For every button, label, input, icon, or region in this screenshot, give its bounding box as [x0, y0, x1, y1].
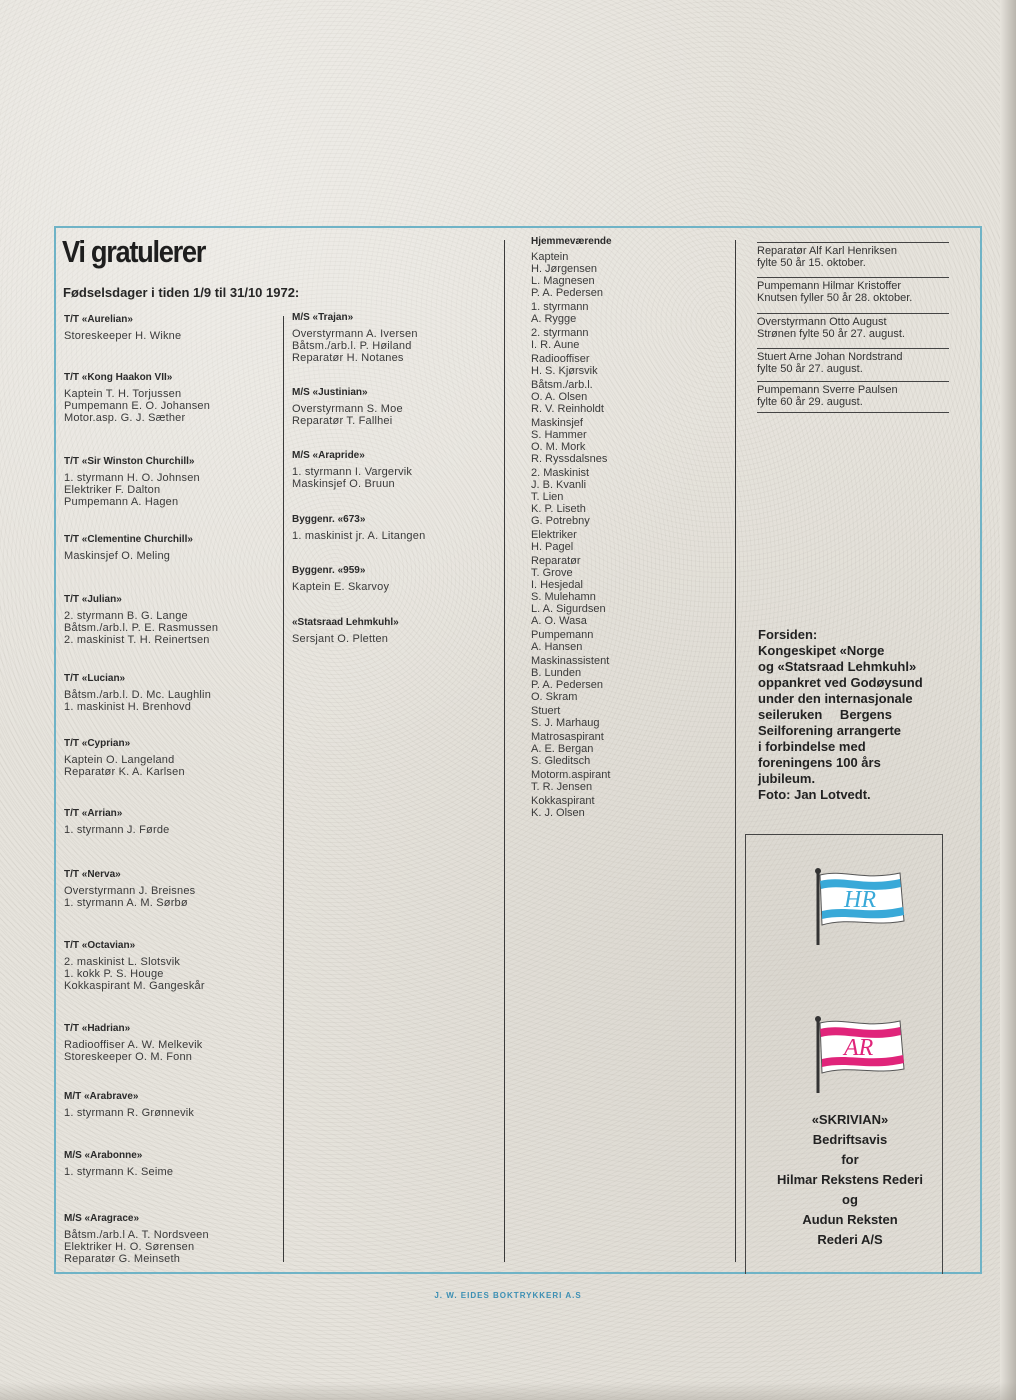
ship-entry [64, 1213, 209, 1265]
anniversary-notice [757, 348, 949, 375]
ship-entry [64, 1091, 194, 1119]
crew-name: A. Hansen [531, 641, 583, 653]
crew-group [531, 529, 612, 553]
crew-line: Kaptein O. Langeland [64, 754, 175, 766]
ship-name: M/T «Arabrave» [64, 1091, 139, 1102]
ship-entry [292, 617, 399, 645]
crew-line: Overstyrmann S. Moe [292, 403, 403, 415]
crew-name: O. Skram [531, 691, 578, 703]
ship-name: T/T «Clementine Churchill» [64, 534, 193, 545]
crew-line: 1. styrmann J. Førde [64, 824, 170, 836]
cover-note-line: oppankret ved Godøysund [758, 675, 923, 690]
crew-line: Kaptein E. Skarvoy [292, 581, 390, 593]
crew-name: S. Hammer [531, 429, 587, 441]
cover-note-line: og «Statsraad Lehmkuhl» [758, 659, 917, 674]
anniversary-bottom-rule [757, 412, 949, 413]
crew-line: 2. maskinist L. Slotsvik [64, 956, 181, 968]
flag-letters: HR [844, 887, 876, 913]
ship-entry [64, 314, 181, 342]
ship-name: Byggenr. «959» [292, 565, 366, 576]
credit-line: Hilmar Rekstens Rederi [777, 1172, 923, 1187]
page-edge [1000, 0, 1016, 1400]
crew-line: 1. styrmann K. Seime [64, 1166, 174, 1178]
publication-credit [765, 1110, 935, 1250]
ship-entry [64, 456, 200, 508]
flag-finial [815, 868, 821, 874]
ship-name: M/S «Aragrace» [64, 1213, 140, 1224]
ship-entry [292, 450, 412, 490]
crew-name: H. S. Kjørsvik [531, 365, 598, 377]
crew-line: Båtsm./arb.l A. T. Nordsveen [64, 1229, 209, 1241]
page-shadow [0, 1382, 1016, 1400]
ship-name: T/T «Hadrian» [64, 1023, 131, 1034]
ship-name: Byggenr. «673» [292, 514, 366, 525]
crew-line: Kokkaspirant M. Gangeskår [64, 980, 205, 992]
home-crew-title: Hjemmeværende [531, 236, 612, 247]
ship-entry [64, 738, 185, 778]
credit-line: «SKRIVIAN» [811, 1112, 889, 1127]
anniversary-notice [757, 381, 949, 408]
ship-name: M/S «Arabonne» [64, 1150, 143, 1161]
crew-group [531, 629, 612, 653]
crew-name: I. R. Aune [531, 339, 580, 351]
crew-line: Reparatør G. Meinseth [64, 1253, 181, 1265]
crew-role: Stuert [531, 705, 561, 717]
ship-name: T/T «Aurelian» [64, 314, 133, 325]
crew-role: 2. Maskinist [531, 467, 590, 479]
crew-name: R. Ryssdalsnes [531, 453, 608, 465]
crew-line: 2. maskinist T. H. Reinertsen [64, 634, 210, 646]
crew-role: 1. styrmann [531, 301, 589, 313]
crew-name: H. Jørgensen [531, 263, 598, 275]
ship-entry [64, 1150, 173, 1178]
crew-name: S. Gleditsch [531, 755, 591, 767]
hr-flag-logo [804, 865, 914, 945]
anniversary-notice [757, 313, 949, 340]
crew-line: Sersjant O. Pletten [292, 633, 389, 645]
crew-name: O. M. Mork [531, 441, 586, 453]
crew-line: Båtsm./arb.l. P. Høiland [292, 340, 412, 352]
crew-name: K. P. Liseth [531, 503, 586, 515]
crew-line: 1. kokk P. S. Houge [64, 968, 164, 980]
crew-line: Radiooffiser A. W. Melkevik [64, 1039, 203, 1051]
ship-entry [64, 1023, 202, 1063]
home-crew-column [531, 236, 612, 821]
ship-name: T/T «Nerva» [64, 869, 121, 880]
crew-line: 1. styrmann I. Vargervik [292, 466, 413, 478]
crew-name: P. A. Pedersen [531, 679, 603, 691]
cover-note-line: foreningens 100 års [758, 755, 881, 770]
crew-name: I. Hesjedal [531, 579, 583, 591]
column-divider-3 [735, 240, 736, 1262]
crew-group [531, 705, 612, 729]
anniversary-line: fylte 60 år 29. august. [757, 396, 863, 408]
crew-group [531, 467, 612, 527]
crew-line: Maskinsjef O. Bruun [292, 478, 395, 490]
crew-line: Elektriker H. O. Sørensen [64, 1241, 195, 1253]
crew-group [531, 555, 612, 627]
crew-role: Elektriker [531, 529, 577, 541]
crew-name: T. Lien [531, 491, 564, 503]
crew-line: Reparatør T. Fallhei [292, 415, 393, 427]
ship-name: T/T «Octavian» [64, 940, 136, 951]
crew-group [531, 769, 612, 793]
crew-line: 1. maskinist jr. A. Litangen [292, 530, 426, 542]
ship-entry [64, 940, 205, 992]
crew-name: A. E. Bergan [531, 743, 594, 755]
crew-line: Båtsm./arb.l. D. Mc. Laughlin [64, 689, 212, 701]
cover-note-line: i forbindelse med [758, 739, 866, 754]
anniversary-line: Knutsen fyller 50 år 28. oktober. [757, 292, 913, 304]
home-crew-list [531, 251, 612, 819]
cover-note-line: Kongeskipet «Norge [758, 643, 885, 658]
crew-group [531, 417, 612, 465]
crew-role: Maskinsjef [531, 417, 583, 429]
ship-entry [292, 565, 389, 593]
credit-line: Bedriftsavis [812, 1132, 888, 1147]
ship-entry [64, 808, 169, 836]
flag-letters: AR [844, 1035, 874, 1061]
crew-name: L. Magnesen [531, 275, 595, 287]
cover-note-line: Seilforening arrangerte [758, 723, 902, 738]
ship-name: M/S «Justinian» [292, 387, 368, 398]
crew-group [531, 731, 612, 767]
crew-role: Maskinassistent [531, 655, 610, 667]
crew-group [531, 301, 612, 325]
crew-name: T. Grove [531, 567, 573, 579]
crew-name: G. Potrebny [531, 515, 590, 527]
ship-entry [292, 312, 418, 364]
ship-entry [64, 534, 193, 562]
credit-line: Rederi A/S [817, 1232, 883, 1247]
crew-name: S. Mulehamn [531, 591, 596, 603]
crew-name: O. A. Olsen [531, 391, 588, 403]
crew-line: Pumpemann A. Hagen [64, 496, 179, 508]
crew-line: Reparatør H. Notanes [292, 352, 404, 364]
page-subtitle: Fødselsdager i tiden 1/9 til 31/10 1972: [63, 285, 300, 300]
crew-line: Pumpemann E. O. Johansen [64, 400, 211, 412]
ship-name: «Statsraad Lehmkuhl» [292, 617, 399, 628]
cover-note-label: Forsiden: [758, 627, 818, 642]
credit-line: for [841, 1152, 859, 1167]
crew-name: R. V. Reinholdt [531, 403, 604, 415]
crew-name: B. Lunden [531, 667, 582, 679]
cover-note-line: jubileum. [758, 771, 816, 786]
crew-name: H. Pagel [531, 541, 574, 553]
anniversary-notice [757, 242, 949, 269]
crew-role: Kokkaspirant [531, 795, 595, 807]
crew-line: Kaptein T. H. Torjussen [64, 388, 182, 400]
crew-group [531, 655, 612, 703]
crew-group [531, 379, 612, 415]
anniversary-line: Overstyrmann Otto August [757, 316, 887, 328]
anniversary-line: Pumpemann Sverre Paulsen [757, 384, 898, 396]
page-title: Vi gratulerer [62, 234, 206, 269]
crew-group [531, 353, 612, 377]
crew-line: Motor.asp. G. J. Sæther [64, 412, 186, 424]
crew-line: Storeskeeper H. Wikne [64, 330, 182, 342]
ship-name: T/T «Cyprian» [64, 738, 131, 749]
ship-name: T/T «Arrian» [64, 808, 123, 819]
crew-name: S. J. Marhaug [531, 717, 600, 729]
crew-line: 2. styrmann B. G. Lange [64, 610, 188, 622]
crew-line: Storeskeeper O. M. Fonn [64, 1051, 193, 1063]
credit-line: og [842, 1192, 858, 1207]
crew-group [531, 795, 612, 819]
anniversary-line: fylte 50 år 15. oktober. [757, 257, 866, 269]
credit-line: Audun Reksten [802, 1212, 898, 1227]
anniversary-line: fylte 50 år 27. august. [757, 363, 863, 375]
crew-group [531, 327, 612, 351]
ship-entry [64, 869, 195, 909]
cover-note-line: Foto: Jan Lotvedt. [758, 787, 871, 802]
crew-name: L. A. Sigurdsen [531, 603, 606, 615]
crew-name: J. B. Kvanli [531, 479, 587, 491]
cover-note-line: under den internasjonale [758, 691, 913, 706]
ship-name: T/T «Kong Haakon VII» [64, 372, 173, 383]
ship-entry [292, 514, 425, 542]
crew-line: 1. styrmann R. Grønnevik [64, 1107, 195, 1119]
crew-role: Reparatør [531, 555, 581, 567]
ship-name: M/S «Trajan» [292, 312, 354, 323]
crew-role: Matrosaspirant [531, 731, 604, 743]
crew-line: Overstyrmann J. Breisnes [64, 885, 196, 897]
ship-name: T/T «Sir Winston Churchill» [64, 456, 195, 467]
crew-role: Båtsm./arb.l. [531, 379, 593, 391]
crew-line: Overstyrmann A. Iversen [292, 328, 418, 340]
anniversary-line: Reparatør Alf Karl Henriksen [757, 245, 897, 257]
crew-role: Pumpemann [531, 629, 594, 641]
column-divider-2 [504, 240, 505, 1262]
crew-line: 1. styrmann H. O. Johnsen [64, 472, 200, 484]
crew-role: Kaptein [531, 251, 569, 263]
ship-entry [64, 673, 211, 713]
ship-name: T/T «Julian» [64, 594, 122, 605]
crew-role: 2. styrmann [531, 327, 589, 339]
ship-entry [64, 594, 218, 646]
cover-note [758, 627, 958, 803]
crew-line: Maskinsjef O. Meling [64, 550, 171, 562]
ar-flag-logo [804, 1013, 914, 1093]
ship-name: T/T «Lucian» [64, 673, 126, 684]
crew-line: 1. maskinist H. Brenhovd [64, 701, 192, 713]
crew-line: Reparatør K. A. Karlsen [64, 766, 185, 778]
ship-entry [292, 387, 403, 427]
crew-line: Båtsm./arb.l. P. E. Rasmussen [64, 622, 219, 634]
crew-role: Radiooffiser [531, 353, 590, 365]
crew-line: 1. styrmann A. M. Sørbø [64, 897, 188, 909]
crew-name: A. Rygge [531, 313, 577, 325]
anniversary-line: Strønen fylte 50 år 27. august. [757, 328, 905, 340]
flag-finial [815, 1016, 821, 1022]
crew-group [531, 251, 612, 299]
column-divider-1 [283, 316, 284, 1262]
crew-name: P. A. Pedersen [531, 287, 603, 299]
crew-name: K. J. Olsen [531, 807, 585, 819]
crew-name: A. O. Wasa [531, 615, 587, 627]
crew-name: T. R. Jensen [531, 781, 593, 793]
anniversary-line: Stuert Arne Johan Nordstrand [757, 351, 903, 363]
crew-role: Motorm.aspirant [531, 769, 611, 781]
printer-imprint: J. W. EIDES BOKTRYKKERI A.S [434, 1291, 582, 1300]
crew-line: Elektriker F. Dalton [64, 484, 161, 496]
anniversary-notice [757, 277, 949, 304]
cover-note-line: seileruken Bergens [758, 707, 892, 722]
ship-entry [64, 372, 210, 424]
ship-name: M/S «Arapride» [292, 450, 365, 461]
anniversary-line: Pumpemann Hilmar Kristoffer [757, 280, 902, 292]
